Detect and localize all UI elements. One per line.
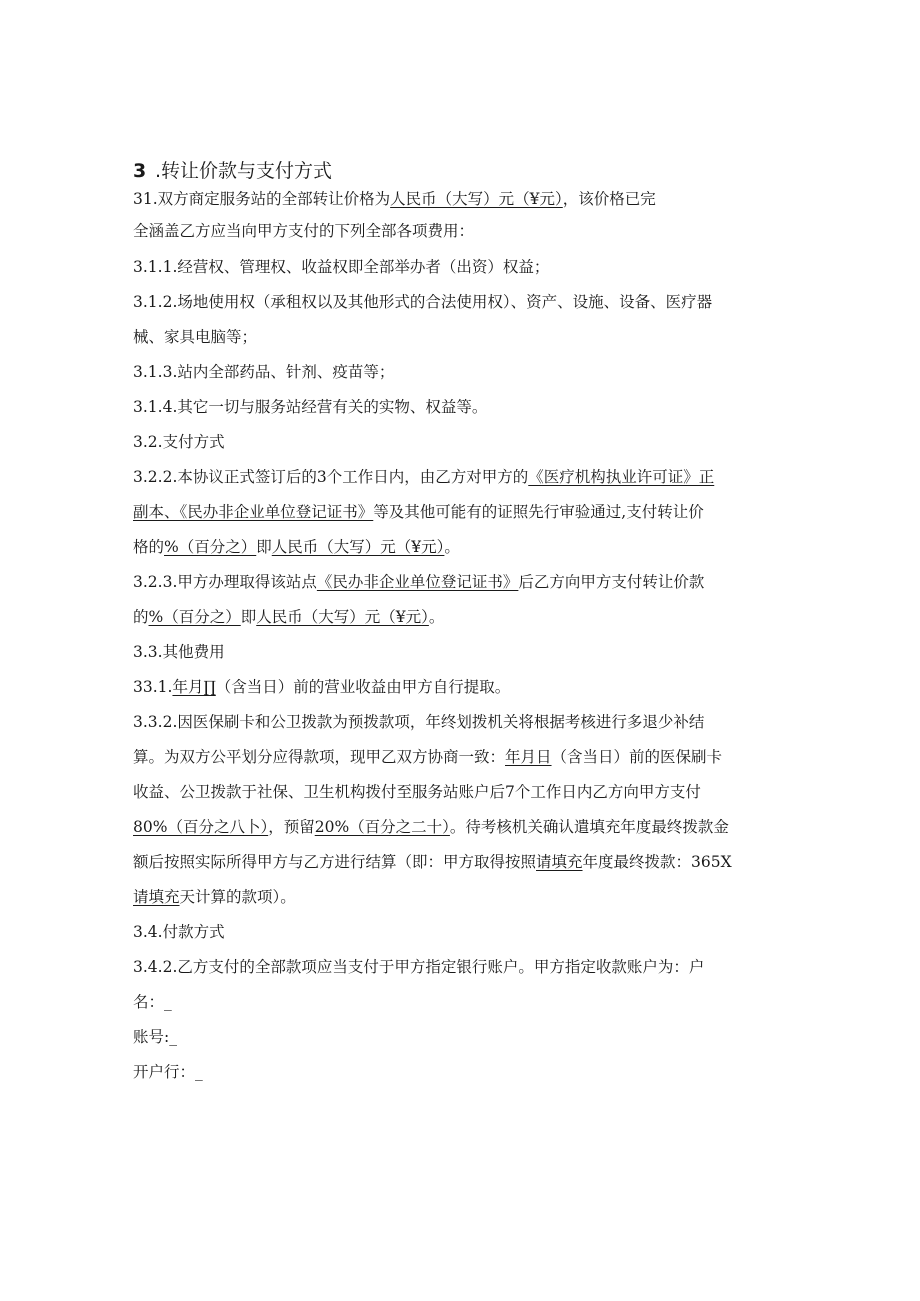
text-line xyxy=(133,460,793,495)
document-body xyxy=(133,156,793,1090)
text-line xyxy=(133,250,793,285)
text-line xyxy=(133,565,793,600)
text-line xyxy=(133,1020,793,1055)
text-segment: （含当日）前的营业收益由甲方自行提取。 xyxy=(215,678,511,696)
text-segment: （含当日）前的医保刷卡 xyxy=(551,748,723,766)
underlined-fill-field: 20%（百分之二十） xyxy=(314,818,450,836)
text-segment: 名：_ xyxy=(133,993,172,1011)
text-segment: 年度最终拨款：365X xyxy=(582,853,732,871)
text-segment: ，预留 xyxy=(268,818,315,836)
text-segment: 。 xyxy=(428,608,445,626)
text-line xyxy=(133,845,793,880)
text-segment: 3.4.2.乙方支付的全部款项应当支付于甲方指定银行账户。甲方指定收款账户为：户 xyxy=(133,958,705,976)
text-segment: 开户行：_ xyxy=(133,1063,203,1081)
underlined-fill-field: 《民办非企业单位登记证书》 xyxy=(316,573,519,591)
underlined-fill-field: 请填充 xyxy=(133,888,180,906)
text-segment: 3.3.2.因医保刷卡和公卫拨款为预拨款项，年终划拨机关将根据考核进行多退少补结 xyxy=(133,713,705,731)
text-line xyxy=(133,425,793,460)
text-line xyxy=(133,775,793,810)
section-title: .转让价款与支付方式 xyxy=(155,160,333,182)
text-line xyxy=(133,495,793,530)
section-heading xyxy=(133,156,793,186)
text-segment: 3.1.1.经营权、管理权、收益权即全部举办者（出资）权益； xyxy=(133,258,550,276)
text-segment: 33.1. xyxy=(133,678,173,696)
text-segment: 。 xyxy=(444,538,460,556)
text-line xyxy=(133,186,793,212)
text-line xyxy=(133,390,793,425)
text-line xyxy=(133,880,793,915)
underlined-fill-field: 80%（百分之八卜） xyxy=(133,818,269,836)
text-segment: 收益、公卫拨款于社保、卫生机构拨付至服务站账户后7个工作日内乙方向甲方支付 xyxy=(133,783,701,801)
text-line xyxy=(133,530,793,565)
text-segment: 的 xyxy=(133,608,149,626)
text-segment: 械、家具电脑等； xyxy=(133,328,258,346)
text-segment: 即 xyxy=(256,538,272,556)
text-line xyxy=(133,705,793,740)
text-segment: 3.2.支付方式 xyxy=(133,433,225,451)
text-segment: 3.2.2.本协议正式签订后的3个工作日内，由乙方对甲方的 xyxy=(133,468,529,486)
underlined-fill-field: 年月∏ xyxy=(172,678,216,696)
text-line xyxy=(133,355,793,390)
text-line xyxy=(133,212,793,250)
text-segment: 3.3.其他费用 xyxy=(133,643,225,661)
text-line xyxy=(133,810,793,845)
text-line xyxy=(133,285,793,320)
underlined-fill-field: 人民币（大写）元（¥元） xyxy=(256,608,429,626)
underlined-fill-field: 《医疗机构执业许可证》正 xyxy=(528,468,715,486)
underlined-fill-field: 人民币（大写）元（¥元） xyxy=(390,190,563,208)
text-segment: 。待考核机关确认遣填充年度最终拨款金 xyxy=(449,818,729,836)
section-number: 3 xyxy=(133,160,147,182)
underlined-fill-field: 年月日 xyxy=(505,748,552,766)
text-line xyxy=(133,670,793,705)
paragraph-lines xyxy=(133,186,793,1090)
text-line xyxy=(133,1055,793,1090)
text-segment: 3.2.3.甲方办理取得该站点 xyxy=(133,573,317,591)
underlined-fill-field: %（百分之） xyxy=(164,538,257,556)
text-segment: 后乙方向甲方支付转让价款 xyxy=(518,573,705,591)
text-segment: 3.1.4.其它一切与服务站经营有关的实物、权益等。 xyxy=(133,398,488,416)
text-line xyxy=(133,985,793,1020)
text-segment: ，该价格已完 xyxy=(562,190,656,208)
text-segment: 等及其他可能有的证照先行审验通过,支付转让价 xyxy=(373,503,704,521)
text-segment: 即 xyxy=(240,608,257,626)
text-line xyxy=(133,635,793,670)
text-segment: 算。为双方公平划分应得款项，现甲乙双方协商一致： xyxy=(133,748,506,766)
underlined-fill-field: 人民币（大写）元（¥元） xyxy=(271,538,445,556)
text-line xyxy=(133,950,793,985)
text-segment: 3.1.2.场地使用权（承租权以及其他形式的合法使用权）、资产、设施、设备、医疗器 xyxy=(133,293,713,311)
underlined-fill-field: 副本、《民办非企业单位登记证书》 xyxy=(133,503,374,521)
text-segment: 全涵盖乙方应当向甲方支付的下列全部各项费用： xyxy=(133,222,475,240)
text-segment: 额后按照实际所得甲方与乙方进行结算（即：甲方取得按照 xyxy=(133,853,537,871)
underlined-fill-field: %（百分之） xyxy=(148,608,241,626)
text-segment: 3.1.3.站内全部药品、针剂、疫苗等； xyxy=(133,363,395,381)
text-line xyxy=(133,740,793,775)
underlined-fill-field: 请填充 xyxy=(536,853,583,871)
text-line xyxy=(133,915,793,950)
text-segment: 格的 xyxy=(133,538,165,556)
text-segment: 天计算的款项）。 xyxy=(179,888,296,906)
text-line xyxy=(133,600,793,635)
text-line xyxy=(133,320,793,355)
text-segment: 31.双方商定服务站的全部转让价格为 xyxy=(133,190,391,208)
text-segment: 3.4.付款方式 xyxy=(133,923,225,941)
text-segment: 账号:_ xyxy=(133,1028,177,1046)
